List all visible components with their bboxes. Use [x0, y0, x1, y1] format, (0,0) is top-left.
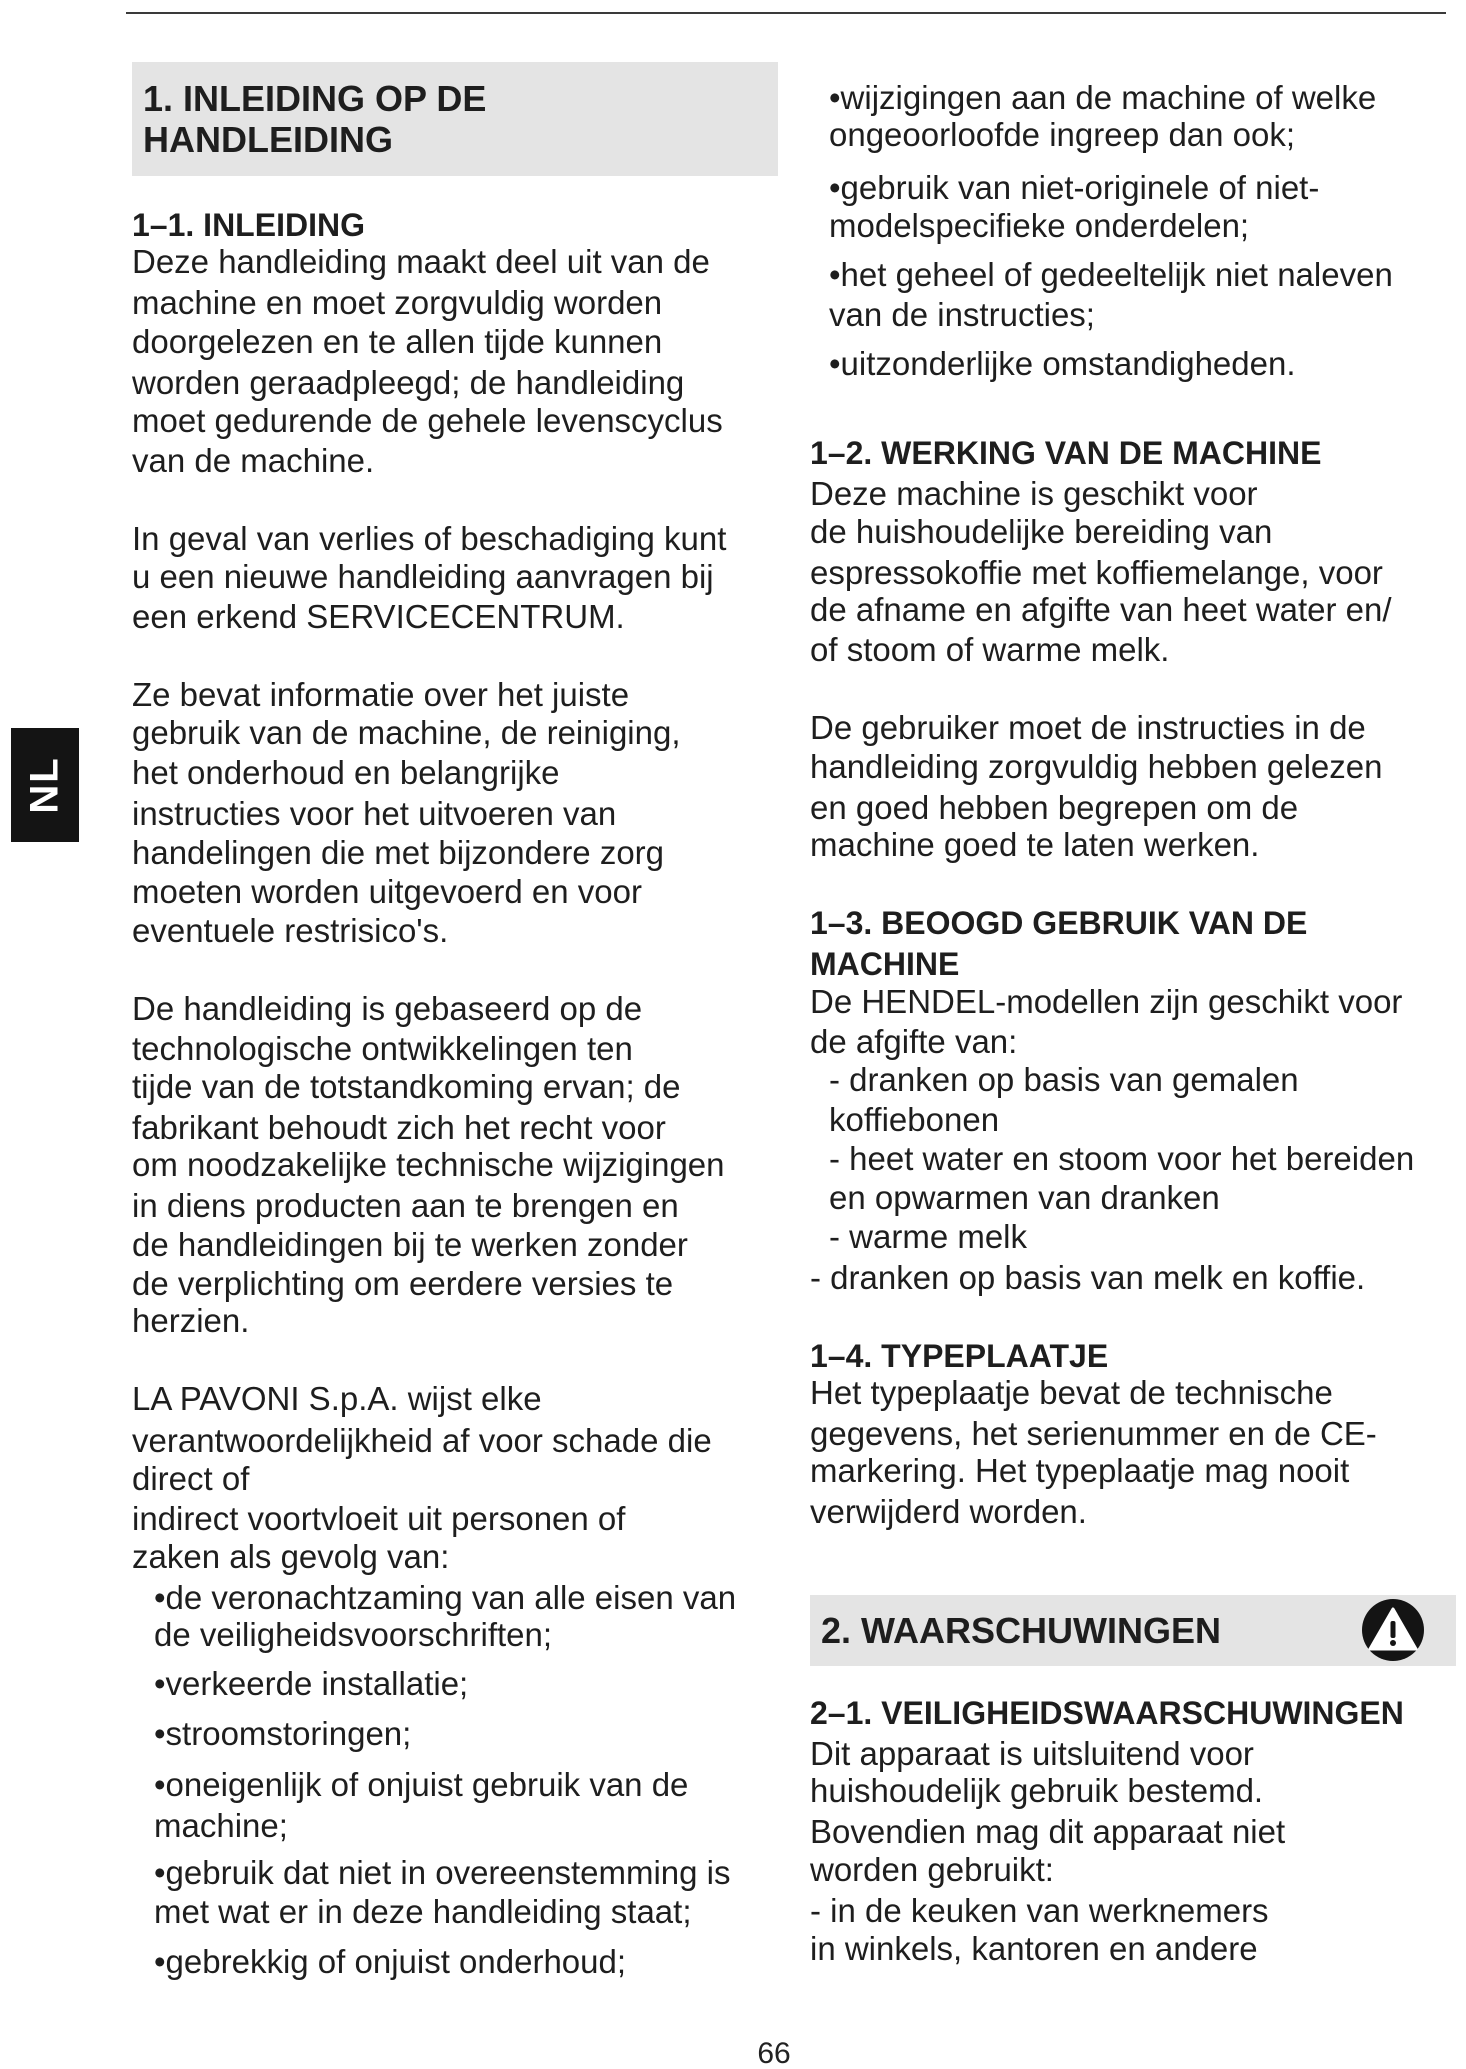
paragraph-line: van de machine.	[132, 442, 375, 479]
paragraph-line: tijde van de totstandkoming ervan; de	[132, 1068, 681, 1105]
paragraph-line: instructies voor het uitvoeren van	[132, 795, 617, 832]
paragraph-line: de huishoudelijke bereiding van	[810, 513, 1273, 550]
warning-icon	[1361, 1598, 1425, 1662]
paragraph-line: - in de keuken van werknemers	[810, 1892, 1269, 1929]
paragraph-line: gebruik van de machine, de reiniging,	[132, 714, 681, 751]
paragraph-line: markering. Het typeplaatje mag nooit	[810, 1452, 1350, 1489]
paragraph-line: worden gebruikt:	[810, 1851, 1054, 1888]
paragraph-line: een erkend SERVICECENTRUM.	[132, 598, 625, 635]
subsection-heading: 2–1. VEILIGHEIDSWAARSCHUWINGEN	[810, 1695, 1404, 1731]
paragraph-line: de verplichting om eerdere versies te	[132, 1265, 674, 1302]
top-rule	[126, 12, 1446, 14]
section-title-line: 2. WAARSCHUWINGEN	[821, 1610, 1222, 1651]
language-tab-label: NL	[22, 756, 67, 814]
bullet-item-line: modelspecifieke onderdelen;	[829, 207, 1250, 244]
language-tab	[11, 728, 79, 842]
paragraph-line: u een nieuwe handleiding aanvragen bij	[132, 558, 714, 595]
bullet-item-line: •gebrekkig of onjuist onderhoud;	[154, 1943, 627, 1980]
paragraph-line: De HENDEL-modellen zijn geschikt voor	[810, 983, 1403, 1020]
paragraph-line: fabrikant behoudt zich het recht voor	[132, 1109, 666, 1146]
bullet-item-line: •gebruik dat niet in overeenstemming is	[154, 1854, 731, 1891]
bullet-item-line: •het geheel of gedeeltelijk niet naleven	[829, 256, 1393, 293]
paragraph-line: het onderhoud en belangrijke	[132, 754, 560, 791]
paragraph-line: en goed hebben begrepen om de	[810, 789, 1299, 826]
paragraph-line: in diens producten aan te brengen en	[132, 1187, 679, 1224]
paragraph-line: gegevens, het serienummer en de CE-	[810, 1415, 1377, 1452]
paragraph-line: Deze machine is geschikt voor	[810, 475, 1258, 512]
paragraph-line: De handleiding is gebaseerd op de	[132, 990, 643, 1027]
paragraph-line: LA PAVONI S.p.A. wijst elke	[132, 1380, 542, 1417]
bullet-item-line: •wijzigingen aan de machine of welke	[829, 79, 1377, 116]
bullet-item-line: machine;	[154, 1807, 288, 1844]
dash-item-line: - heet water en stoom voor het bereiden	[829, 1140, 1415, 1177]
paragraph-line: de afname en afgifte van heet water en/	[810, 591, 1392, 628]
paragraph-line: machine en moet zorgvuldig worden	[132, 284, 663, 321]
paragraph-line: direct of	[132, 1460, 250, 1497]
paragraph-line: De gebruiker moet de instructies in de	[810, 709, 1366, 746]
bullet-item-line: ongeoorloofde ingreep dan ook;	[829, 116, 1296, 153]
paragraph-line: om noodzakelijke technische wijzigingen	[132, 1146, 725, 1183]
paragraph-line: in winkels, kantoren en andere	[810, 1930, 1258, 1967]
paragraph-line: moet gedurende de gehele levenscyclus	[132, 402, 723, 439]
subsection-heading: 1–1. INLEIDING	[132, 207, 365, 243]
bullet-item-line: •de veronachtzaming van alle eisen van	[154, 1579, 737, 1616]
paragraph-line: of stoom of warme melk.	[810, 631, 1170, 668]
paragraph-line: zaken als gevolg van:	[132, 1538, 450, 1575]
paragraph-line: In geval van verlies of beschadiging kunt	[132, 520, 727, 557]
bullet-item-line: van de instructies;	[829, 296, 1095, 333]
paragraph-line: Bovendien mag dit apparaat niet	[810, 1813, 1286, 1850]
paragraph-line: handelingen die met bijzondere zorg	[132, 834, 665, 871]
paragraph-line: handleiding zorgvuldig hebben gelezen	[810, 748, 1383, 785]
bullet-item-line: met wat er in deze handleiding staat;	[154, 1893, 692, 1930]
paragraph-line: Dit apparaat is uitsluitend voor	[810, 1735, 1254, 1772]
bullet-item-line: •verkeerde installatie;	[154, 1665, 469, 1702]
dash-item-line: en opwarmen van dranken	[829, 1179, 1220, 1216]
subsection-heading: 1–4. TYPEPLAATJE	[810, 1338, 1109, 1374]
paragraph-line: de afgifte van:	[810, 1023, 1018, 1060]
section-title-line: 1. INLEIDING OP DE	[143, 78, 487, 119]
subsection-heading: MACHINE	[810, 946, 960, 982]
paragraph-line: eventuele restrisico's.	[132, 912, 449, 949]
paragraph-line: doorgelezen en te allen tijde kunnen	[132, 323, 663, 360]
bullet-item-line: •oneigenlijk of onjuist gebruik van de	[154, 1766, 689, 1803]
bullet-item-line: •uitzonderlijke omstandigheden.	[829, 345, 1296, 382]
bullet-item-line: •gebruik van niet-originele of niet-	[829, 169, 1320, 206]
dash-item-line: - warme melk	[829, 1218, 1028, 1255]
paragraph-line: huishoudelijk gebruik bestemd.	[810, 1772, 1264, 1809]
paragraph-line: espressokoffie met koffiemelange, voor	[810, 554, 1383, 591]
bullet-item-line: de veiligheidsvoorschriften;	[154, 1616, 553, 1653]
paragraph-line: moeten worden uitgevoerd en voor	[132, 873, 642, 910]
paragraph-line: verantwoordelijkheid af voor schade die	[132, 1422, 712, 1459]
bullet-item-line: •stroomstoringen;	[154, 1715, 412, 1752]
paragraph-line: de handleidingen bij te werken zonder	[132, 1226, 688, 1263]
paragraph-line: herzien.	[132, 1302, 250, 1339]
paragraph-line: Het typeplaatje bevat de technische	[810, 1374, 1333, 1411]
paragraph-line: verwijderd worden.	[810, 1493, 1087, 1530]
dash-item-line: - dranken op basis van melk en koffie.	[810, 1259, 1366, 1296]
paragraph-line: Deze handleiding maakt deel uit van de	[132, 243, 710, 280]
paragraph-line: worden geraadpleegd; de handleiding	[132, 364, 685, 401]
section-title-line: HANDLEIDING	[143, 119, 393, 160]
paragraph-line: indirect voortvloeit uit personen of	[132, 1500, 626, 1537]
dash-item-line: koffiebonen	[829, 1101, 1000, 1138]
dash-item-line: - dranken op basis van gemalen	[829, 1061, 1299, 1098]
subsection-heading: 1–3. BEOOGD GEBRUIK VAN DE	[810, 905, 1308, 941]
subsection-heading: 1–2. WERKING VAN DE MACHINE	[810, 435, 1322, 471]
paragraph-line: Ze bevat informatie over het juiste	[132, 676, 630, 713]
paragraph-line: technologische ontwikkelingen ten	[132, 1030, 633, 1067]
page-number: 66	[757, 2037, 791, 2069]
paragraph-line: machine goed te laten werken.	[810, 826, 1260, 863]
